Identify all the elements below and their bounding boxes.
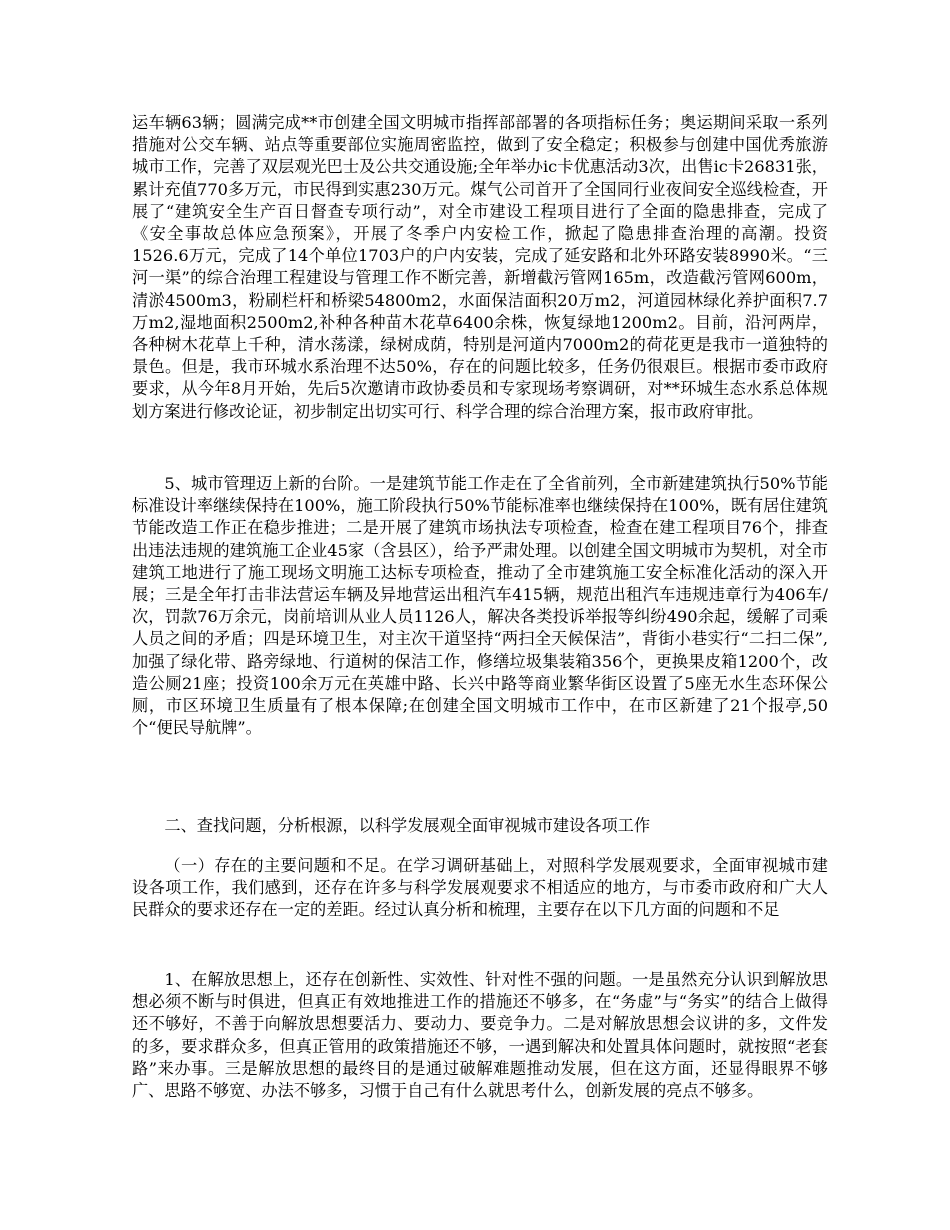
body-paragraph-liberating-thought: 1、在解放思想上，还存在创新性、实效性、针对性不强的问题。一是虽然充分认识到解放思想必须不断与时俱进，但真正有效地推进工作的措施还不够多，在“务虚”与“务实”的结合上做得还不够好，不善于向解放思想要活力、要动力、要竞争力。二是对解放思想会议讲的多，文件发的多，要求群众多，但真正管用的政策措施还不够，一遇到解决和处置具体问题时，就按照“老套路”来办事。三是解放思想的最终目的是通过破解难题推动发展，但在这方面，还显得眼界不够广、思路不够宽、办法不够多，习惯于自己有什么就思考什么，创新发展的亮点不够多。 [132,970,828,1101]
body-paragraph-city-management: 5、城市管理迈上新的台阶。一是建筑节能工作走在了全省前列，全市新建建筑执行50%节能标准设计率继续保持在100%，施工阶段执行50%节能标准率也继续保持在100%，既有居住建筑节能改造工作正在稳步推进；二是开展了建筑市场执法专项检查，检查在建工程项目76个，排查出违法违规的建筑施工企业45家（含县区），给予严肃处理。以创建全国文明城市为契机，对全市建筑工地进行了施工现场文明施工达标专项检查，推动了全市建筑施工安全标准化活动的深入开展；三是全年打击非法营运车辆及异地营运出租汽车415辆，规范出租汽车违规违章行为406车/次，罚款76万余元，岗前培训从业人员1126人，解决各类投诉举报等纠纷490余起，缓解了司乘人员之间的矛盾；四是环境卫生，对主次干道坚持“两扫全天候保洁”，背街小巷实行“二扫二保”,加强了绿化带、路旁绿地、行道树的保洁工作，修缮垃圾集装箱356个，更换果皮箱1200个，改造公厕21座；投资100余万元在英雄中路、长兴中路等商业繁华街区设置了5座无水生态环保公厕，市区环境卫生质量有了根本保障;在创建全国文明城市工作中，在市区新建了21个报亭,50个“便民导航牌”。 [132,474,828,738]
body-paragraph-main-problems: （一）存在的主要问题和不足。在学习调研基础上，对照科学发展观要求，全面审视城市建设各项工作，我们感到，还存在许多与科学发展观要求不相适应的地方，与市委市政府和广大人民群众的要求还存在一定的差距。经过认真分析和梳理，主要存在以下几方面的问题和不足 [132,856,828,920]
body-paragraph-continued: 运车辆63辆；圆满完成**市创建全国文明城市指挥部部署的各项指标任务；奥运期间采取一系列措施对公交车辆、站点等重要部位实施周密监控，做到了安全稳定；积极参与创建中国优秀旅游城市工作，完善了双层观光巴士及公共交通设施;全年举办ic卡优惠活动3次，出售ic卡26831张，累计充值770多万元，市民得到实惠230万元。煤气公司首开了全国同行业夜间安全巡线检查，开展了“建筑安全生产百日督查专项行动”，对全市建设工程项目进行了全面的隐患排查，完成了《安全事故总体应急预案》，开展了冬季户内安检工作，掀起了隐患排查治理的高潮。投资1526.6万元，完成了14个单位1703户的户内安装，完成了延安路和北外环路安装8990米。“三河一渠”的综合治理工程建设与管理工作不断完善，新增截污管网165m，改造截污管网600m，清淤4500m3，粉刷栏杆和桥梁54800m2，水面保洁面积20万m2，河道园林绿化养护面积7.7万m2,湿地面积2500m2,补种各种苗木花草6400余株，恢复绿地1200m2。目前，沿河两岸，各种树木花草上千种，清水荡漾，绿树成荫，特别是河道内7000m2的荷花更是我市一道独特的景色。但是，我市环城水系治理不达50%，存在的问题比较多，任务仍很艰巨。根据市委市政府要求，从今年8月开始，先后5次邀请市政协委员和专家现场考察调研，对**环城生态水系总体规划方案进行修改论证，初步制定出切实可行、科学合理的综合治理方案，报市政府审批。 [132,113,828,421]
section-heading: 二、查找问题，分析根源，以科学发展观全面审视城市建设各项工作 [164,816,651,835]
